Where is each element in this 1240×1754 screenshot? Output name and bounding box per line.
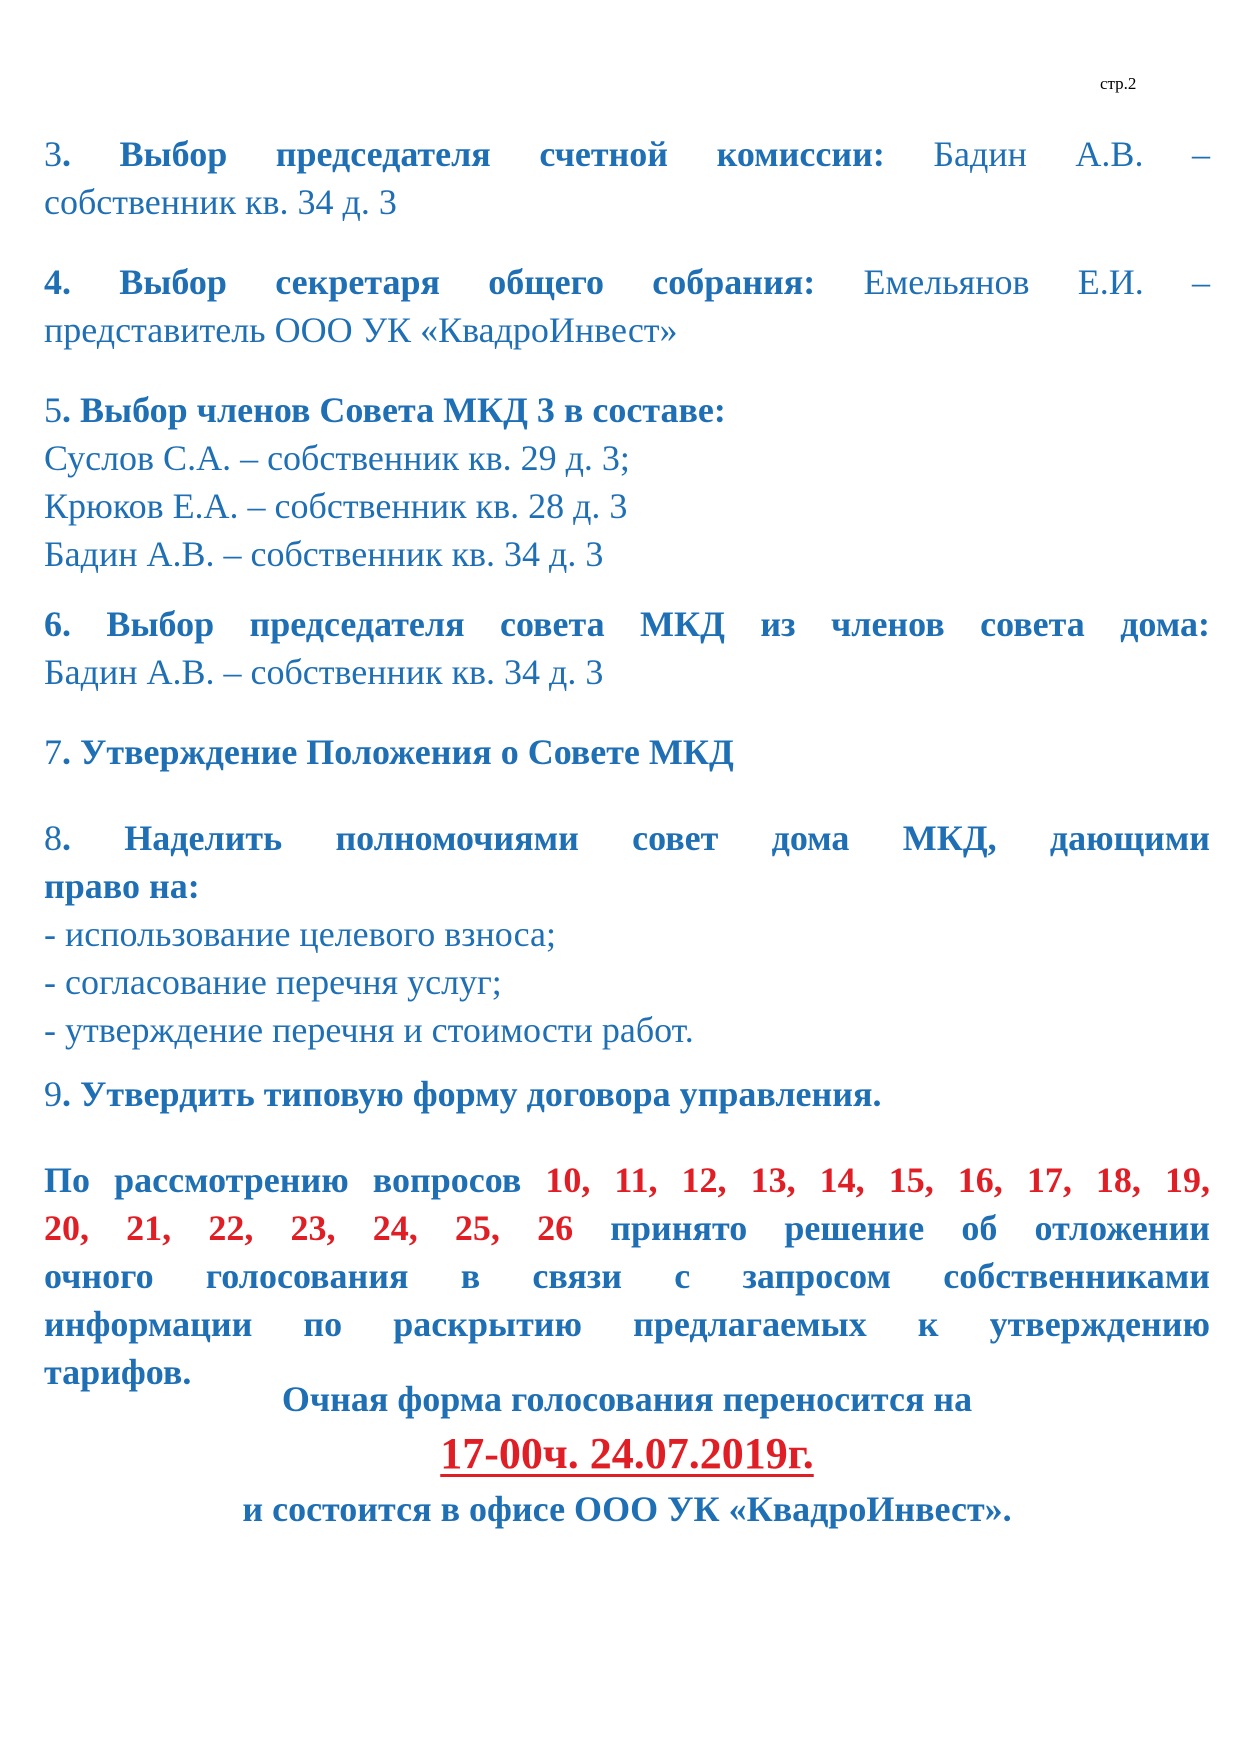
decision-prefix: По рассмотрению вопросов <box>44 1160 546 1200</box>
decision-line5: тарифов. <box>44 1352 192 1392</box>
item-6-line2: Бадин А.В. – собственник кв. 34 д. 3 <box>44 652 604 692</box>
member-item: Крюков Е.А. – собственник кв. 28 д. 3 <box>44 486 628 526</box>
bullet-item: - согласование перечня услуг; <box>44 962 502 1002</box>
decision-line3: очного голосования в связи с запросом собственниками <box>44 1256 1210 1296</box>
item-3-title: . Выбор председателя счетной комиссии: <box>62 134 885 174</box>
member-item: Суслов С.А. – собственник кв. 29 д. 3; <box>44 438 630 478</box>
item-8 <box>44 814 1210 1054</box>
decision-paragraph <box>44 1156 1210 1396</box>
item-7-line <box>44 728 1210 776</box>
question-numbers-cont: 20, 21, 22, 23, 24, 25, 26 <box>44 1208 574 1248</box>
item-9-line <box>44 1070 1210 1118</box>
item-3-number: 3 <box>44 134 62 174</box>
item-8-number: 8 <box>44 818 62 858</box>
meeting-date: 17-00ч. 24.07.2019г. <box>440 1429 814 1478</box>
item-6-title: 6. Выбор председателя совета МКД из членов совета дома: <box>44 604 1210 644</box>
item-9-number: 9 <box>44 1074 62 1114</box>
item-4-line1 <box>44 258 1210 306</box>
item-4-value: Емельянов Е.И. – <box>815 262 1210 302</box>
item-9-title: . Утвердить типовую форму договора управления. <box>62 1074 882 1114</box>
item-5-number: 5 <box>44 390 62 430</box>
item-6 <box>44 600 1210 696</box>
item-3-line1 <box>44 130 1210 178</box>
item-9 <box>44 1070 1210 1118</box>
item-5 <box>44 386 1210 578</box>
item-8-line1 <box>44 814 1210 862</box>
decision-text: принято решение об отложении <box>573 1208 1211 1248</box>
item-3 <box>44 130 1210 226</box>
decision-line1 <box>44 1156 1210 1204</box>
item-4-line2: представитель ООО УК «КвадроИнвест» <box>44 310 678 350</box>
item-3-value: Бадин А.В. – <box>884 134 1210 174</box>
announcement-line3: и состоится в офисе ООО УК «КвадроИнвест». <box>242 1489 1012 1529</box>
item-7-title: . Утверждение Положения о Совете МКД <box>62 732 734 772</box>
item-4 <box>44 258 1210 354</box>
question-numbers: 10, 11, 12, 13, 14, 15, 16, 17, 18, 19, <box>545 1160 1210 1200</box>
item-5-title: . Выбор членов Совета МКД 3 в составе: <box>62 390 726 430</box>
announcement-date-line <box>44 1424 1210 1486</box>
bullet-item: - утверждение перечня и стоимости работ. <box>44 1010 694 1050</box>
item-3-line2: собственник кв. 34 д. 3 <box>44 182 397 222</box>
item-8-title-cont: право на: <box>44 866 200 906</box>
page-number: стр.2 <box>1100 74 1137 93</box>
member-item: Бадин А.В. – собственник кв. 34 д. 3 <box>44 534 604 574</box>
item-8-title: . Наделить полномочиями совет дома МКД, дающими <box>62 818 1210 858</box>
item-5-title-line <box>44 386 1210 434</box>
item-7-number: 7 <box>44 732 62 772</box>
decision-line4: информации по раскрытию предлагаемых к утверждению <box>44 1304 1210 1344</box>
announcement-line1: Очная форма голосования переносится на <box>281 1379 973 1419</box>
decision-line2 <box>44 1204 1210 1252</box>
bullet-item: - использование целевого взноса; <box>44 914 557 954</box>
item-4-title: 4. Выбор секретаря общего собрания: <box>44 262 816 302</box>
item-7 <box>44 728 1210 776</box>
